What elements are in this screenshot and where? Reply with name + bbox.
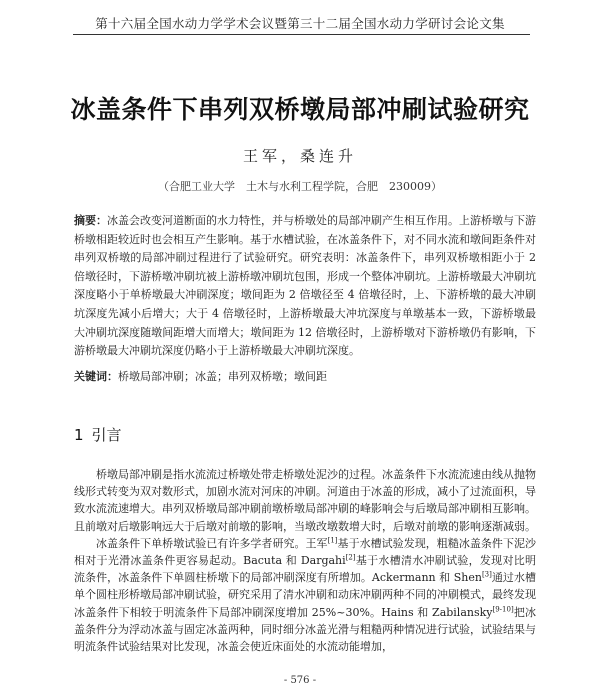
body-paragraph-2-part-b: 基于水槽试验发现，粗糙冰盖条件下泥沙相对于光滑冰盖条件更容易起动。Bacuta 和 Dargahi: [74, 536, 537, 568]
paper-authors: 王军，桑连升: [242, 147, 357, 165]
paper-affiliation: （合肥工业大学 土木与水利工程学院，合肥 230009）: [158, 180, 442, 193]
keywords: [74, 368, 536, 386]
keywords-label: 关键词：: [74, 370, 118, 383]
keywords-text: 桥墩局部冲刷；冰盖；串列双桥墩；墩间距: [118, 370, 327, 383]
section-title: 引言: [91, 426, 122, 444]
section-number: 1: [74, 426, 84, 444]
page-number: - 576 -: [283, 675, 317, 686]
header-rule: [73, 34, 530, 35]
running-header: 第十六届全国水动力学学术会议暨第三十二届全国水动力学研讨会论文集: [95, 16, 505, 31]
body-paragraph-2-part-a: 冰盖条件下单桥墩试验已有许多学者研究。王军: [96, 536, 328, 550]
section-heading-introduction: [74, 424, 130, 445]
citation-ref: [2]: [345, 553, 356, 562]
citation-ref: [3]: [481, 570, 492, 579]
citation-ref: [1]: [327, 536, 338, 545]
body-paragraph-2: [74, 535, 536, 655]
body-paragraph-2-part-e: 把冰盖条件分为浮动冰盖与固定冰盖两种，同时细分冰盖光滑与粗糙两种情况进行试验，试验结果与明流条件试验结果对比发现，冰盖会使近床面处的水流动能增加，: [74, 605, 537, 654]
body-paragraph-2-part-d: 通过水槽单个圆柱形桥墩局部冲刷试验，研究采用了清水冲刷和动床冲刷两种不同的冲刷模式，最终发现冰盖条件下相较于明流条件下局部冲刷深度增加 25%~30%。Hains 和 Zabilansky: [74, 571, 536, 619]
paper-title: 冰盖条件下串列双桥墩局部冲刷试验研究: [70, 95, 530, 124]
body-text: [74, 466, 536, 655]
abstract-text: 冰盖会改变河道断面的水力特性，并与桥墩处的局部冲刷产生相互作用。上游桥墩与下游桥墩相距较近时也会相互产生影响。基于水槽试验，在冰盖条件下，对不同水流和墩间距条件对串列双桥墩的局部冲刷过程进行了试验研究。研究表明：冰盖条件下，串列双桥墩相距小于 2 倍墩径时，下游桥墩冲刷坑被上游桥墩冲刷坑包围，形成一个整体冲刷坑。上游桥墩最大冲刷坑深度略小于单桥墩最大冲刷深度；墩间距为 2 倍墩径至 4 倍墩径时，上、下游桥墩的最大冲刷坑深度先减小后增大；大于 4 倍墩径时，上游桥墩最大冲坑深度与单墩基本一致，下游桥墩最大冲刷坑深度随墩间距增大而增大；墩间距为 12 倍墩径时，上游桥墩对下游桥墩仍有影响，下游桥墩最大冲刷坑深度仍略小于上游桥墩最大冲刷坑深度。: [74, 214, 536, 358]
body-paragraph-1: 桥墩局部冲刷是指水流流过桥墩处带走桥墩处泥沙的过程。冰盖条件下水流流速由线从抛物线形式转变为双对数形式，加剧水流对河床的冲刷。河道由于冰盖的形成，减小了过流面积，导致水流流速增大。串列双桥墩局部冲刷前墩桥墩局部冲刷的峰影响会与后墩局部冲刷相互影响。且前墩对后墩影响远大于后墩对前墩的影响，当墩改墩数增大时，后墩对前墩的影响逐渐减弱。: [74, 468, 536, 533]
abstract-label: 摘要：: [74, 214, 107, 227]
abstract: [74, 212, 536, 361]
body-paragraph-2-part-c: 基于水槽清水冲刷试验，发现对比明流条件，冰盖条件下单圆柱桥墩下的局部冲刷深度有所增加。Ackermann 和 Shen: [74, 554, 537, 585]
citation-ref: [9-10]: [492, 604, 514, 613]
